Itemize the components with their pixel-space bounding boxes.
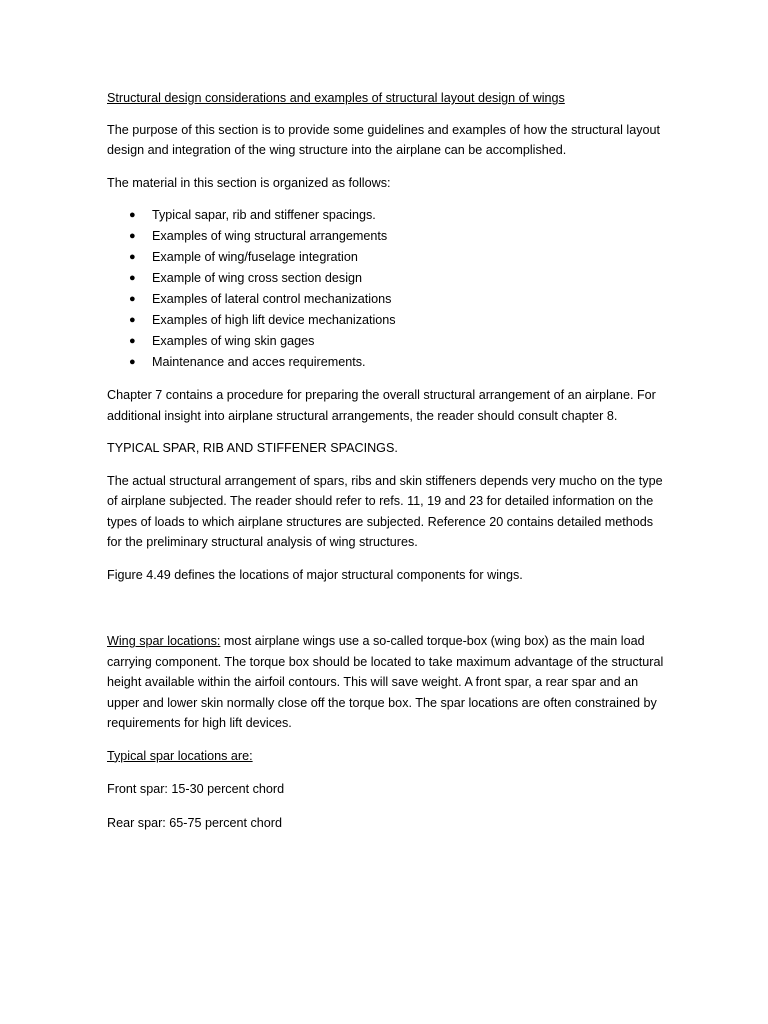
list-item: ● Maintenance and acces requirements. bbox=[107, 352, 667, 373]
list-item: ● Examples of high lift device mechanizations bbox=[107, 310, 667, 331]
bullet-icon: ● bbox=[129, 230, 136, 242]
front-spar-line: Front spar: 15-30 percent chord bbox=[107, 782, 285, 796]
list-item: ● Typical sapar, rib and stiffener spacings. bbox=[107, 205, 667, 226]
list-item: ● Example of wing/fuselage integration bbox=[107, 247, 667, 268]
bullet-icon: ● bbox=[129, 356, 136, 368]
section-heading: TYPICAL SPAR, RIB AND STIFFENER SPACINGS. bbox=[107, 441, 398, 455]
list-item: ● Examples of lateral control mechanizations bbox=[107, 289, 667, 310]
wing-spar-label: Wing spar locations: bbox=[107, 634, 221, 648]
intro-paragraph: The purpose of this section is to provide some guidelines and examples of how the structural layout design and integration of the wing structure into the airplane can be accomplished. bbox=[107, 122, 661, 157]
bullet-icon: ● bbox=[129, 209, 136, 221]
bullet-icon: ● bbox=[129, 293, 136, 305]
list-item: ● Examples of wing skin gages bbox=[107, 331, 667, 352]
bullet-icon: ● bbox=[129, 314, 136, 326]
list-item: ● Examples of wing structural arrangements bbox=[107, 226, 667, 247]
bullet-icon: ● bbox=[129, 335, 136, 347]
chapter7-paragraph: Chapter 7 contains a procedure for preparing the overall structural arrangement of an airplane. For additional insight into airplane structural arrangements, the reader should consult chapter 8. bbox=[107, 388, 656, 423]
bullet-icon: ● bbox=[129, 251, 136, 263]
bullet-icon: ● bbox=[129, 272, 136, 284]
rear-spar-line: Rear spar: 65-75 percent chord bbox=[107, 815, 283, 830]
document-page bbox=[107, 88, 667, 846]
actual-arrangement-paragraph: The actual structural arrangement of spars, ribs and skin stiffeners depends very mucho on the type of airplane subjected. The reader should refer to refs. 11, 19 and 23 for detailed information on the types of loads to which airplane structures are subjected. Reference 20 contains detailed methods for the preliminary structural analysis of wing structures. bbox=[107, 473, 663, 549]
wing-spar-paragraph bbox=[107, 631, 667, 734]
list-item: ● Example of wing cross section design bbox=[107, 268, 667, 289]
typical-spar-heading: Typical spar locations are: bbox=[107, 748, 253, 763]
organized-paragraph: The material in this section is organized as follows: bbox=[107, 175, 391, 190]
document-title: Structural design considerations and examples of structural layout design of wings bbox=[107, 91, 565, 105]
topics-list bbox=[107, 205, 667, 373]
blank-space bbox=[107, 597, 667, 631]
wing-spar-text: most airplane wings use a so-called torque-box (wing box) as the main load carrying component. The torque box should be located to take maximum advantage of the structural height available within the airfoil contours. This will save weight. A front spar, a rear spar and an upper and lower skin normally close off the torque box. The spar locations are often constrained by requirements for high lift devices. bbox=[107, 634, 664, 730]
figure-reference-paragraph: Figure 4.49 defines the locations of major structural components for wings. bbox=[107, 567, 523, 582]
